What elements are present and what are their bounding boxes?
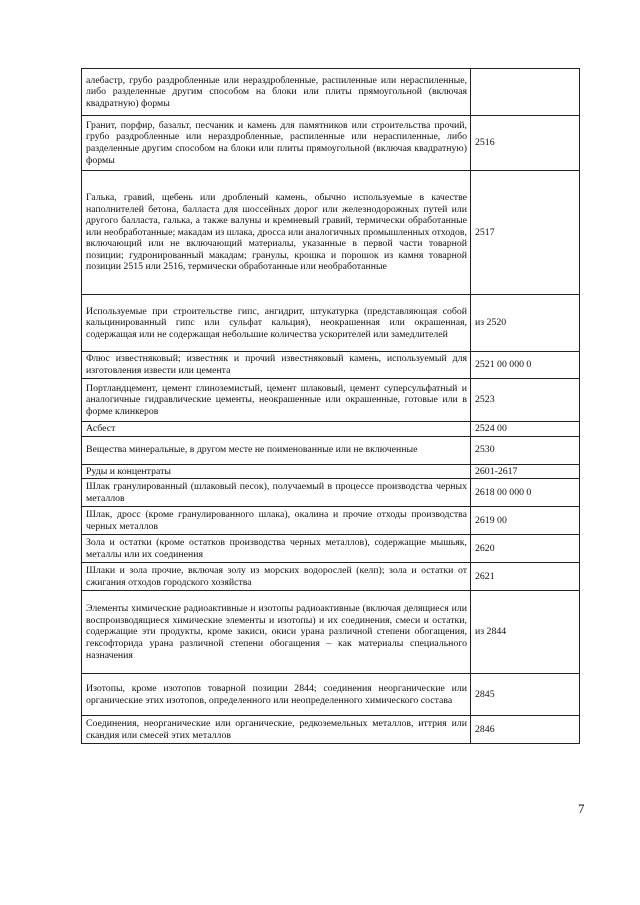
row-description: Галька, гравий, щебень или дробленый камень, обычно используемые в качестве наполнителей бетона, балласта для шоссейных дорог или железнодорожных путей или другого балласта, галька, а также валуны и кремневый гравий, термически обработанные или необработанные; макадам из шлака, дросса или аналогичных промышленных отходов, включающий или не включающий материалы, указанные в первой части товарной позиции; гудронированный макадам; гранулы, крошка и порошок из камня товарной позиции 2515 или 2516, термически обработанные или необработанные bbox=[82, 171, 471, 295]
row-code: из 2844 bbox=[471, 591, 580, 674]
row-code: 2521 00 000 0 bbox=[471, 352, 580, 379]
table-row bbox=[82, 674, 580, 716]
table-row bbox=[82, 69, 580, 116]
table-row bbox=[82, 171, 580, 295]
goods-table bbox=[81, 68, 580, 744]
row-code: 2517 bbox=[471, 171, 580, 295]
row-description: Элементы химические радиоактивные и изотопы радиоактивные (включая делящиеся или воспроизводящиеся химические элементы и изотопы) и их соединения, смеси и остатки, содержащие эти продукты, кроме закиси, окиси урана различной степени обогащения, гексофторида урана различной степени обогащения – как материалы специального назначения bbox=[82, 591, 471, 674]
row-code: 2601-2617 bbox=[471, 464, 580, 479]
table-row bbox=[82, 422, 580, 437]
row-description: Используемые при строительстве гипс, ангидрит, штукатурка (представляющая собой кальцинированный гипс или сульфат кальция), неокрашенная или окрашенная, содержащая или не содержащая небольшие количества ускорителей или замедлителей bbox=[82, 295, 471, 352]
table-row bbox=[82, 295, 580, 352]
table-row bbox=[82, 352, 580, 379]
row-code: 2516 bbox=[471, 116, 580, 171]
table-row bbox=[82, 716, 580, 744]
row-code bbox=[471, 69, 580, 116]
table-row bbox=[82, 563, 580, 591]
row-description: Асбест bbox=[82, 422, 471, 437]
row-description: Шлак гранулированный (шлаковый песок), получаемый в процессе производства черных металлов bbox=[82, 479, 471, 507]
row-description: Зола и остатки (кроме остатков производства черных металлов), содержащие мышьяк, металлы или их соединения bbox=[82, 535, 471, 563]
row-code: 2523 bbox=[471, 379, 580, 422]
row-description: Шлаки и зола прочие, включая золу из морских водорослей (келп); зола и остатки от сжигания отходов городского хозяйства bbox=[82, 563, 471, 591]
row-code: 2619 00 bbox=[471, 507, 580, 535]
row-description: Соединения, неорганические или органические, редкоземельных металлов, иттрия или скандия или смесей этих металлов bbox=[82, 716, 471, 744]
table-row bbox=[82, 507, 580, 535]
row-code: 2845 bbox=[471, 674, 580, 716]
row-code: 2621 bbox=[471, 563, 580, 591]
row-description: Гранит, порфир, базальт, песчаник и камень для памятников или строительства прочий, грубо раздробленные или нераздробленные, распиленные или нераспиленные, либо разделенные другим способом на блоки или плиты прямоугольной (включая квадратную) формы bbox=[82, 116, 471, 171]
row-code: из 2520 bbox=[471, 295, 580, 352]
row-description: алебастр, грубо раздробленные или нераздробленные, распиленные или нераспиленные, либо разделенные другим способом на блоки или плиты прямоугольной (включая квадратную) формы bbox=[82, 69, 471, 116]
row-description: Руды и концентраты bbox=[82, 464, 471, 479]
row-description: Портландцемент, цемент глиноземистый, цемент шлаковый, цемент суперсульфатный и аналогичные гидравлические цементы, неокрашенные или окрашенные, готовые или в форме клинкеров bbox=[82, 379, 471, 422]
row-description: Флюс известняковый; известняк и прочий известняковый камень, используемый для изготовления извести или цемента bbox=[82, 352, 471, 379]
table-row bbox=[82, 464, 580, 479]
table-row bbox=[82, 535, 580, 563]
row-description: Шлак, дросс (кроме гранулированного шлака), окалина и прочие отходы производства черных металлов bbox=[82, 507, 471, 535]
row-description: Вещества минеральные, в другом месте не поименованные или не включенные bbox=[82, 436, 471, 464]
row-code: 2524 00 bbox=[471, 422, 580, 437]
table-row bbox=[82, 379, 580, 422]
row-code: 2618 00 000 0 bbox=[471, 479, 580, 507]
table-row bbox=[82, 116, 580, 171]
row-code: 2620 bbox=[471, 535, 580, 563]
table-row bbox=[82, 436, 580, 464]
table-row bbox=[82, 591, 580, 674]
page-number: 7 bbox=[578, 801, 585, 816]
row-code: 2530 bbox=[471, 436, 580, 464]
row-code: 2846 bbox=[471, 716, 580, 744]
table-row bbox=[82, 479, 580, 507]
row-description: Изотопы, кроме изотопов товарной позиции 2844; соединения неорганические или органические этих изотопов, определенного или неопределенного химического состава bbox=[82, 674, 471, 716]
